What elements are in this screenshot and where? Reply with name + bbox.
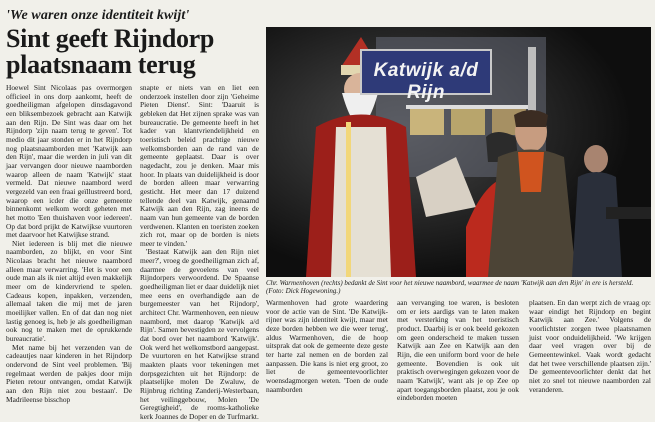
paragraph: snapte er niets van en liet een onderzoek instellen door zijn 'Geheime Pieten Dienst'. Sint: 'Daaruit is gebleken dat Het zijnen sprake was van bureaucratie. De gemeente heeft in het kader van klantvriendelijkheid en toeristisch beleid prachtige nieuwe welkomsborden aan de rand van de gemeente geplaatst. Daar is over nagedacht, zou je denken. Maar mis hoor. In plaats van duidelijkheid is door de borden alleen maar verwarring gesticht. Het meer dan 17 duizend tellende deel van Katwijk, genaamd Katwijk aan den Rijn, zag ineens de naam van hun gemeente van de borden verdwenen. Klanten en toeristen zoeken zich rot, maar op de borden is niets meer te vinden.'	[140, 83, 259, 248]
photo-caption: Chr. Warmenhoven (rechts) bedankt de Sint voor het nieuwe naambord, waarmee de naam 'Katwijk aan den Rijn' in ere is hersteld. (Foto: Dick Hogewoning.)	[266, 279, 634, 296]
article-column-4	[397, 298, 519, 403]
news-photo	[266, 27, 651, 277]
article-kicker: 'We waren onze identiteit kwijt'	[6, 8, 190, 23]
paragraph: Niet iedereen is blij met die nieuwe naamborden, zo blijkt, en voor Sint Nicolaas bracht het nieuwe naambord alleen maar verwarring. 'Het is voor een oude man als ik niet altijd even makkelijk meer om de kindervriend te spelen. Cadeaus kopen, inpakken, verzenden, allemaal taken die mij met de jaren moeilijker vallen. En of dat dan nog niet lastig genoeg is, heb je als goedheiligman ook nog te maken met de oprukkende bureaucratie'.	[6, 238, 132, 344]
paragraph: plaatsen. En dan werpt zich de vraag op: waar eindigt het Rijndorp en begint Katwijk aan Zee.' Volgens de voorlichtster zorgen twee plaatsnamen juist voor onduidelijkheid. 'We krijgen daar veel vragen over bij de Gemeentewinkel. Vaak wordt gedacht dat het twee verschillende plaatsen zijn.' De gemeentevoorlichter denkt dat het niet zo snel tot nieuwe naamborden zal veranderen.	[529, 298, 651, 394]
article-column-2	[140, 83, 259, 421]
article-headline: Sint geeft Rijndorp plaatsnaam terug	[6, 24, 215, 79]
paragraph: Met name bij het verzenden van de cadeautjes naar kinderen in het Rijndorp ondervond de Sint veel problemen. 'Bij regelmaat werden de pakjes door mijn Pieten retour ontvangen, omdat Katwijk aan den Rijn niet zou bestaan'. De Madrileense bisschop	[6, 342, 132, 404]
town-sign-text: Katwijk a/d Rijn	[373, 60, 479, 103]
paragraph: Warmenhoven had grote waardering voor de actie van de Sint. 'De Katwijk-rijner was zijn identiteit kwijt, maar met deze borden hebben we die weer terug', aldus Warmenhoven, die de hoop uitsprak dat ook de gemeente deze geste ter harte zal nemen en de borden zal aanpassen. Die kans is niet erg groot, zo liet de gemeentevoorlichter woensdagmorgen weten. 'Toen de oude naamborden	[266, 298, 388, 394]
paragraph: Hoewel Sint Nicolaas pas overmorgen officieel in ons dorp aankomt, heeft de goedheiligman afgelopen dinsdagavond een bliksembezoek gebracht aan Katwijk aan den Rijn. De Sint was daar om het Rijndorp 'zijn naam terug te geven'. Tot medio dit jaar stonden er in het Rijndorp nog plaatsnaamborden met 'Katwijk aan den Rijn', maar die werden in juli van dit jaar vervangen door nieuwe naamborden waarop alleen de naam 'Katwijk' staat vermeld. Dat nieuwe naambord werd vergezeld van een fraai geïllustreerd bord, waarop een icder die onze gemeente binnenkomt welkom wordt geheten met het motto 'Een thuishaven voor iedereen'. Op dat bord prijkt de Katwijkse vuurtoren met daarvoor het Katwijkse strand.	[6, 83, 132, 240]
article-column-3	[266, 299, 388, 399]
paragraph: aan vervanging toe waren, is besloten om er iets aardigs van te laten maken met versterking van het toeristisch product. Daarbij is er ook beeld gekozen om geen onderscheid te maken tussen Katwijk aan Zee en Katwijk aan den Rijn, die een uniform bord voor de hele gemeente. Bovendien is ook uit praktisch overwegingen gekozen voor de naam 'Katwijk', want als je op Zee op apart toegangsborden plaatst, zou je ook eindeborden moeten	[397, 298, 519, 403]
paragraph: 'Bestaat Katwijk aan den Rijn niet meer?', vroeg de goedheiligman zich af, daarmee de gevoelens van veel Rijndorpers verwoordend. De Spaanse goedheiligman liet er daar duidelijk niet mee eens en overhandigde aan de burgemeester van het Rijndorp', architect Chr. Warmenhoven, een nieuw naambord, met daarop 'Katwijk a/d Rijn'. Samen bevestigden ze vervolgens dat bord over het naambord 'Katwijk'. Ook werd het welkomstbord aangepast. De vuurtoren en het Katwijkse strand maakten plaats voor tekeningen met dorpsgezichten uit het Rijndorp: de plaatselijke molen De Zwaluw, de Rijnbrug richting Zanderij-Westerbaan, het veilinggebouw, Molen 'De Geregtigheid', de rooms-katholieke kerk Joannes de Doper en de Turfmarkt.	[140, 247, 259, 421]
town-sign	[360, 49, 492, 103]
article-column-5	[529, 299, 651, 399]
article-column-1	[6, 83, 132, 404]
